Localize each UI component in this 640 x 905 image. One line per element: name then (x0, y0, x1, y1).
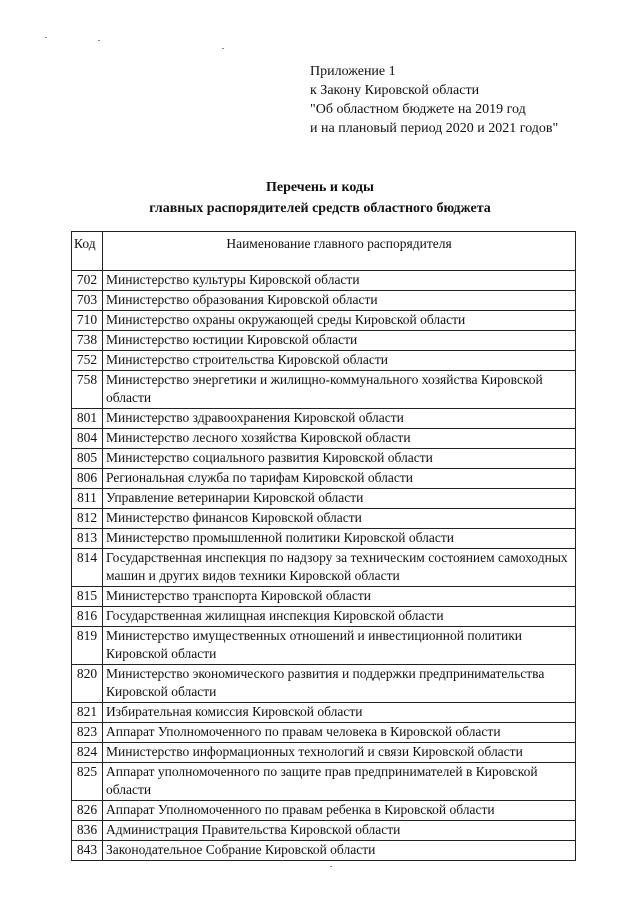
row-name: Региональная служба по тарифам Кировской области (103, 469, 576, 489)
row-name: Министерство лесного хозяйства Кировской области (103, 429, 576, 449)
row-name: Министерство финансов Кировской области (103, 509, 576, 529)
row-code: 758 (72, 371, 103, 409)
appendix-line: Приложение 1 (310, 64, 396, 79)
row-code: 813 (72, 529, 103, 549)
row-code: 812 (72, 509, 103, 529)
table-row (72, 743, 576, 763)
appendix-block (310, 62, 558, 138)
row-code: 805 (72, 449, 103, 469)
row-code: 820 (72, 665, 103, 703)
table-row (72, 449, 576, 469)
row-name: Управление ветеринарии Кировской области (103, 489, 576, 509)
table-row (72, 469, 576, 489)
row-name: Министерство социального развития Кировской области (103, 449, 576, 469)
table-row (72, 821, 576, 841)
row-name: Министерство охраны окружающей среды Кировской области (103, 311, 576, 331)
table-row (72, 351, 576, 371)
table-row (72, 409, 576, 429)
table-row (72, 763, 576, 801)
row-name: Министерство строительства Кировской области (103, 351, 576, 371)
row-code: 819 (72, 627, 103, 665)
row-code: 824 (72, 743, 103, 763)
row-name: Аппарат Уполномоченного по правам человека в Кировской области (103, 723, 576, 743)
scan-speck (98, 40, 100, 41)
table-row (72, 665, 576, 703)
row-name: Министерство энергетики и жилищно-коммунального хозяйства Кировской области (103, 371, 576, 409)
appendix-line: к Закону Кировской области (310, 83, 480, 98)
row-name: Министерство информационных технологий и связи Кировской области (103, 743, 576, 763)
row-code: 816 (72, 607, 103, 627)
row-code: 738 (72, 331, 103, 351)
row-code: 815 (72, 587, 103, 607)
table-row (72, 587, 576, 607)
appendix-line: "Об областном бюджете на 2019 год (310, 102, 526, 117)
code-column-header: Код (72, 232, 103, 271)
name-column-header: Наименование главного распорядителя (103, 232, 576, 271)
row-name: Министерство промышленной политики Кировской области (103, 529, 576, 549)
table-row (72, 311, 576, 331)
scan-speck (222, 48, 224, 49)
row-code: 836 (72, 821, 103, 841)
table-body (72, 271, 576, 861)
row-code: 823 (72, 723, 103, 743)
row-code: 814 (72, 549, 103, 587)
row-name: Государственная жилищная инспекция Кировской области (103, 607, 576, 627)
row-name: Администрация Правительства Кировской области (103, 821, 576, 841)
table-row (72, 549, 576, 587)
table-header-row (72, 232, 576, 271)
row-name: Государственная инспекция по надзору за техническим состоянием самоходных машин и других видов техники Кировской области (103, 549, 576, 587)
row-name: Избирательная комиссия Кировской области (103, 703, 576, 723)
table-row (72, 627, 576, 665)
row-code: 811 (72, 489, 103, 509)
row-code: 843 (72, 841, 103, 861)
table-row (72, 331, 576, 351)
row-name: Аппарат Уполномоченного по правам ребенка в Кировской области (103, 801, 576, 821)
table-row (72, 489, 576, 509)
table-row (72, 607, 576, 627)
row-code: 804 (72, 429, 103, 449)
row-name: Законодательное Собрание Кировской области (103, 841, 576, 861)
scan-speck (45, 37, 47, 38)
table-row (72, 529, 576, 549)
table-row (72, 801, 576, 821)
row-name: Министерство здравоохранения Кировской области (103, 409, 576, 429)
row-code: 801 (72, 409, 103, 429)
row-name: Министерство культуры Кировской области (103, 271, 576, 291)
table-row (72, 271, 576, 291)
row-code: 703 (72, 291, 103, 311)
row-code: 806 (72, 469, 103, 489)
table-row (72, 841, 576, 861)
row-code: 821 (72, 703, 103, 723)
table-row (72, 429, 576, 449)
appendix-line: и на плановый период 2020 и 2021 годов" (310, 121, 559, 136)
table-row (72, 291, 576, 311)
row-name: Министерство транспорта Кировской области (103, 587, 576, 607)
row-name: Министерство имущественных отношений и инвестиционной политики Кировской области (103, 627, 576, 665)
title-line: Перечень и коды (266, 180, 374, 195)
row-code: 752 (72, 351, 103, 371)
row-name: Министерство образования Кировской области (103, 291, 576, 311)
row-name: Министерство юстиции Кировской области (103, 331, 576, 351)
table-row (72, 703, 576, 723)
title-line: главных распорядителей средств областного бюджета (149, 201, 491, 216)
table-row (72, 723, 576, 743)
row-code: 826 (72, 801, 103, 821)
document-title (0, 177, 640, 219)
row-name: Министерство экономического развития и поддержки предпринимательства Кировской области (103, 665, 576, 703)
table-row (72, 509, 576, 529)
distributors-table (71, 231, 576, 861)
row-code: 825 (72, 763, 103, 801)
scan-speck (330, 866, 332, 867)
table-row (72, 371, 576, 409)
row-name: Аппарат уполномоченного по защите прав предпринимателей в Кировской области (103, 763, 576, 801)
row-code: 702 (72, 271, 103, 291)
row-code: 710 (72, 311, 103, 331)
